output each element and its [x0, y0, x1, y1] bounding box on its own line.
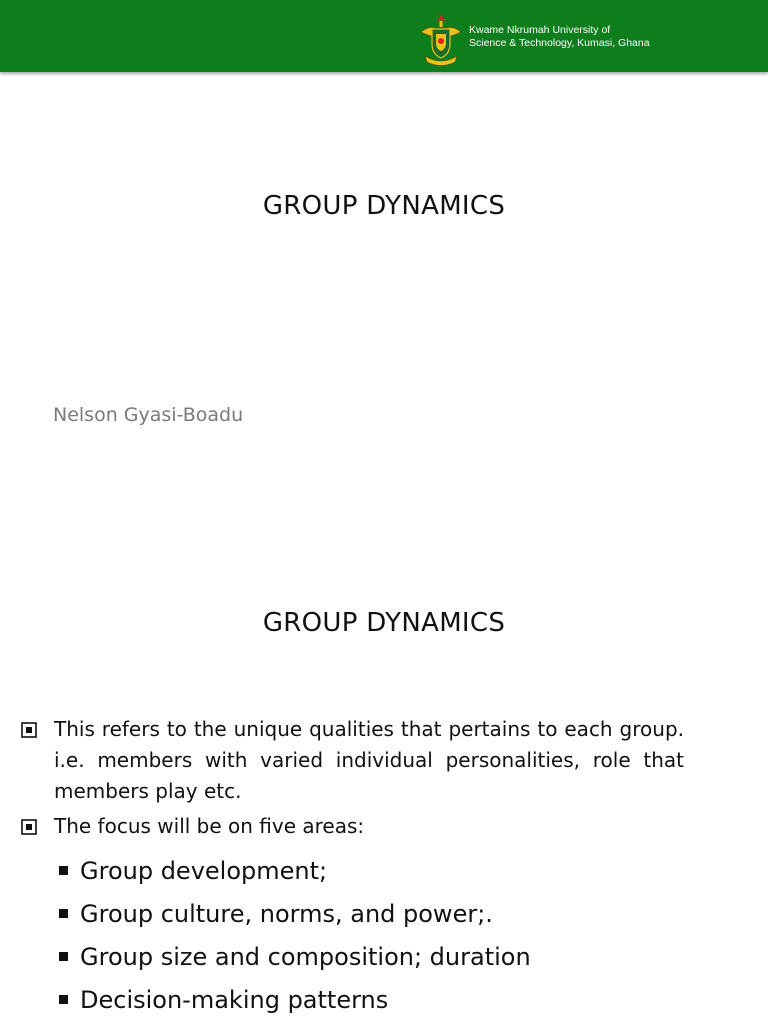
- list-item: [58, 936, 531, 979]
- filled-square-bullet-icon: [59, 909, 68, 918]
- slide1-author: Nelson Gyasi-Boadu: [53, 404, 244, 426]
- bullet-text: The focus will be on five areas:: [54, 814, 365, 838]
- slide1-title: GROUP DYNAMICS: [262, 191, 506, 221]
- filled-square-bullet-icon: [59, 952, 68, 961]
- university-name-line1: Kwame Nkrumah University of: [469, 24, 611, 36]
- university-crest-icon: [419, 12, 463, 68]
- list-item: [58, 979, 531, 1022]
- sub-bullet-text: Decision-making patterns: [80, 986, 389, 1014]
- sub-bullet-text: Group size and composition; duration: [80, 943, 531, 971]
- boxed-square-bullet-icon: [21, 722, 37, 738]
- filled-square-bullet-icon: [59, 995, 68, 1004]
- list-item: [58, 850, 531, 893]
- sub-bullet-text: Group development;: [80, 857, 328, 885]
- sub-bullet-list: [58, 850, 531, 1022]
- university-name: [469, 24, 650, 50]
- list-item: [20, 811, 684, 842]
- filled-square-bullet-icon: [59, 866, 68, 875]
- list-item: [20, 714, 684, 807]
- bullet-text: This refers to the unique qualities that pertains to each group. i.e. members with varied individual personalities, role that members play etc.: [54, 717, 684, 803]
- university-name-line2: Science & Technology, Kumasi, Ghana: [469, 37, 650, 49]
- header-bar: [0, 0, 768, 72]
- slide2-title: GROUP DYNAMICS: [262, 608, 506, 638]
- sub-bullet-text: Group culture, norms, and power;.: [80, 900, 493, 928]
- bullet-list: [20, 714, 684, 842]
- list-item: [58, 893, 531, 936]
- boxed-square-bullet-icon: [21, 819, 37, 835]
